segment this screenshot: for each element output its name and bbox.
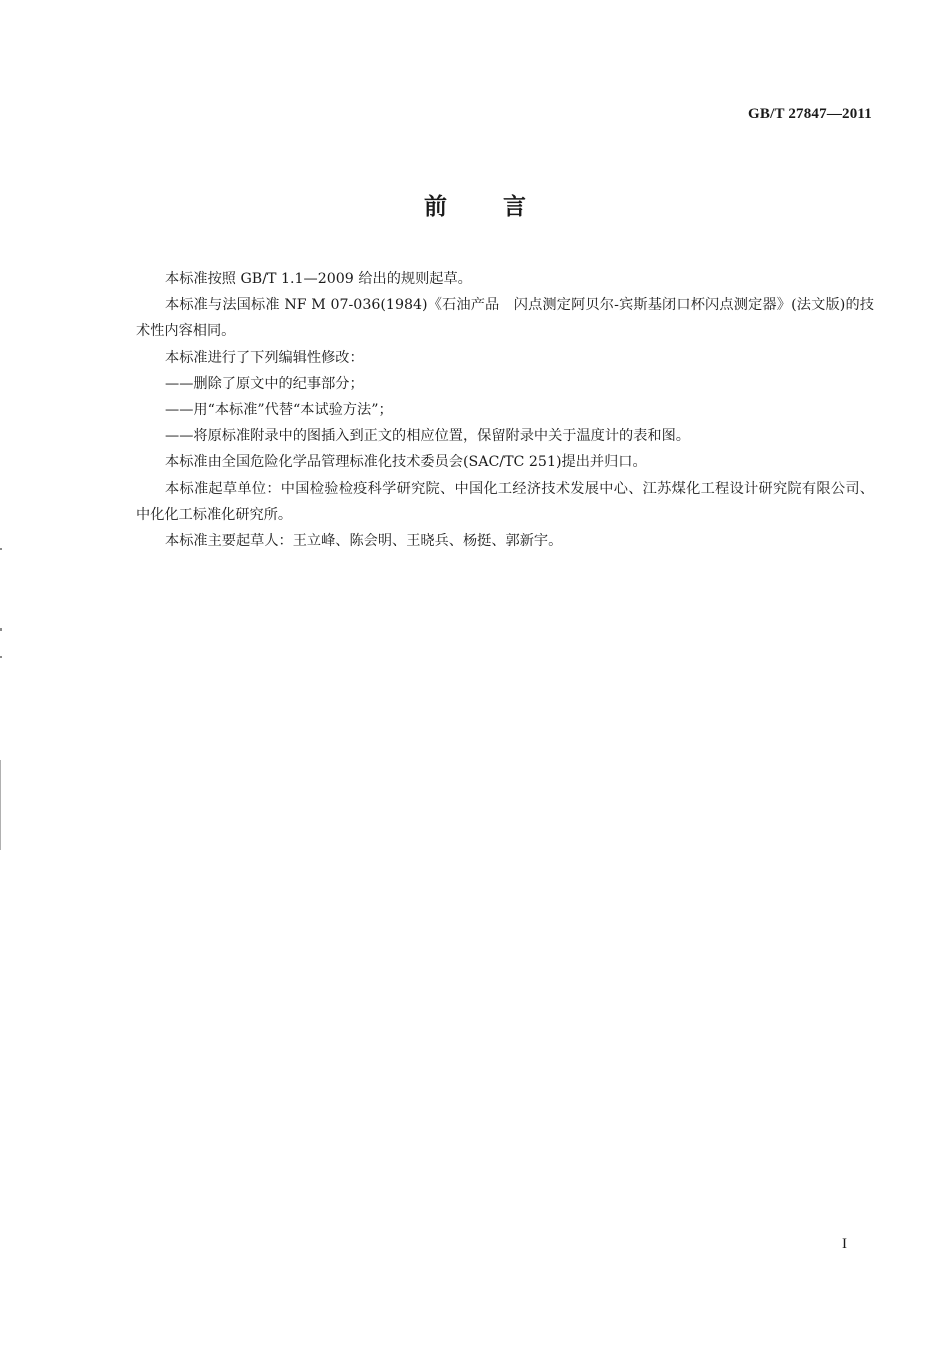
page-title: 前言 xyxy=(424,194,582,220)
list-item-change: ——将原标准附录中的图插入到正文的相应位置，保留附录中关于温度计的表和图。 xyxy=(165,428,690,445)
paragraph-editorial-intro: 本标准进行了下列编辑性修改： xyxy=(165,349,364,366)
paragraph-drafters: 本标准主要起草人：王立峰、陈会明、王晓兵、杨挺、郭新宇。 xyxy=(165,533,563,550)
list-item-change: ——用“本标准”代替“本试验方法”； xyxy=(165,402,393,419)
paragraph-proposed-by: 本标准由全国危险化学品管理标准化技术委员会(SAC/TC 251)提出并归口。 xyxy=(165,454,647,471)
paragraph-drafting-rules: 本标准按照 GB/T 1.1—2009 给出的规则起草。 xyxy=(165,271,472,287)
scan-edge-mark xyxy=(0,656,2,658)
scan-edge-mark xyxy=(0,628,2,631)
foreword-body xyxy=(136,266,874,554)
paragraph-drafting-units: 本标准起草单位：中国检验检疫科学研究院、中国化工经济技术发展中心、江苏煤化工程设计研究院有限公司、中化化工标准化研究所。 xyxy=(136,480,874,523)
standard-code: GB/T 27847—2011 xyxy=(748,106,872,122)
paragraph-equivalence: 本标准与法国标准 NF M 07-036(1984)《石油产品 闪点测定阿贝尔-宾斯基闭口杯闪点测定器》(法文版)的技术性内容相同。 xyxy=(136,297,874,340)
scan-edge-mark xyxy=(0,760,1,850)
scan-edge-mark xyxy=(0,548,2,550)
page-number: I xyxy=(842,1236,847,1252)
list-item-change: ——删除了原文中的纪事部分； xyxy=(165,375,364,392)
